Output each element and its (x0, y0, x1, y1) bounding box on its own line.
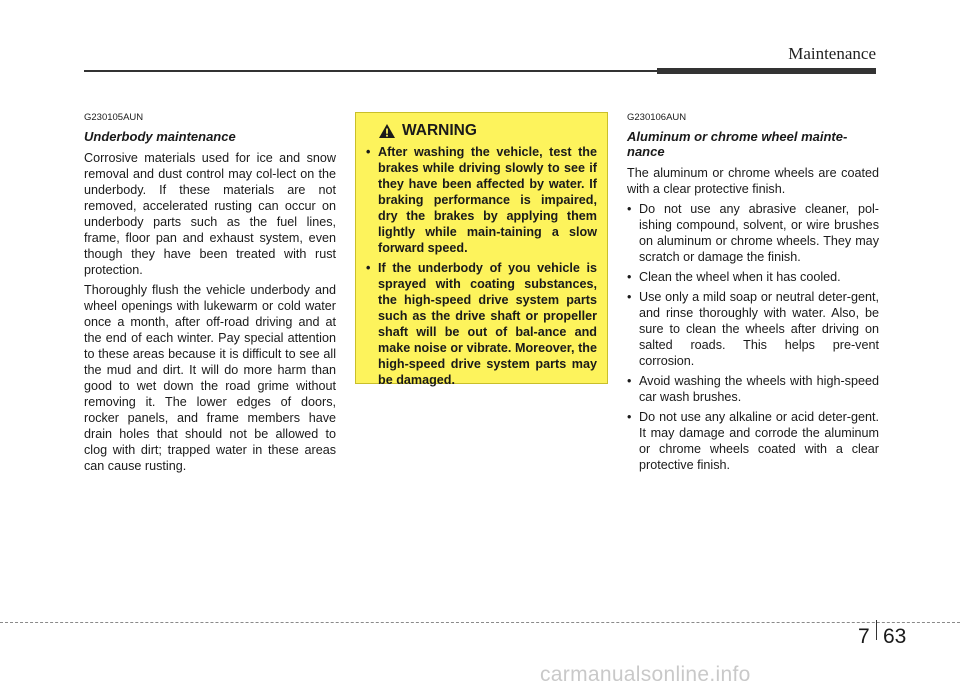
section-code: G230105AUN (84, 112, 144, 123)
page-number: 63 (883, 625, 907, 648)
warning-item: • If the underbody of you vehicle is sprayed with coating substances, the high-speed drive system parts such as the drive shaft or propeller shaft will be out of bal-ance and make noise or vibrate. Moreover, the high-speed drive system parts may be damaged. (366, 261, 597, 387)
section-code: G230106AUN (627, 112, 687, 123)
list-item: • Do not use any abrasive cleaner, pol-ishing compound, solvent, or wire brushes on aluminum or chrome wheels. They may scratch or damage the finish. (627, 202, 879, 264)
header-rule-accent (657, 68, 876, 74)
footer-rule (0, 622, 960, 623)
list-item-text: Do not use any abrasive cleaner, pol-ishing compound, solvent, or wire brushes on aluminum or chrome wheels. They may scratch or damage the finish. (639, 202, 879, 264)
list-item-text: Use only a mild soap or neutral deter-gent, and rinse thoroughly with water. Also, be sure to clean the wheels after driving on salted roads. This helps pre-vent corrosion. (639, 290, 879, 368)
watermark: carmanualsonline.info (540, 663, 751, 686)
warning-item: • After washing the vehicle, test the brakes while driving slowly to see if they have been affected by water. If braking performance is impaired, dry the brakes by applying them lightly while main-taining a slow forward speed. (366, 145, 597, 255)
list-item-text: Avoid washing the wheels with high-speed car wash brushes. (639, 374, 879, 404)
paragraph: Corrosive materials used for ice and snow removal and dust control may col-lect on the underbody. If these materials are not removed, accelerated rusting can occur on underbody parts such as the fuel lines, frame, floor pan and exhaust system, even though they have been treated with rust protection. (84, 151, 336, 277)
wheel-section (627, 112, 879, 477)
paragraph: Thoroughly flush the vehicle underbody and wheel openings with lukewarm or cold water once a month, after off-road driving and at the end of each winter. Pay special attention to these areas because it is difficult to see all the mud and dirt. It will do more harm than good to wet down the road grime without removing it. The lower edges of doors, rocker panels, and frame members have drain holes that should not be allowed to clog with dirt; trapped water in these areas can cause rusting. (84, 283, 336, 473)
list-item-text: Clean the wheel when it has cooled. (639, 270, 841, 284)
list-item: • Do not use any alkaline or acid deter-gent. It may damage and corrode the aluminum or chrome wheels coated with a clear protective finish. (627, 410, 879, 472)
list-item: • Avoid washing the wheels with high-speed car wash brushes. (627, 374, 879, 404)
warning-title: WARNING (402, 122, 477, 139)
warning-box (355, 112, 608, 387)
warning-item-text: If the underbody of you vehicle is sprayed with coating substances, the high-speed drive system parts such as the drive shaft or propeller shaft will be out of bal-ance and make noise or vibrate. Moreover, the high-speed drive system parts may be damaged. (378, 261, 597, 387)
paragraph: The aluminum or chrome wheels are coated with a clear protective finish. (627, 166, 879, 196)
page-header-title: Maintenance (788, 44, 876, 63)
warning-triangle-icon (378, 123, 396, 139)
list-item-text: Do not use any alkaline or acid deter-gent. It may damage and corrode the aluminum or chrome wheels coated with a clear protective finish. (639, 410, 879, 472)
list-item: • Clean the wheel when it has cooled. (627, 270, 841, 284)
list-item: • Use only a mild soap or neutral deter-gent, and rinse thoroughly with water. Also, be sure to clean the wheels after driving on salted roads. This helps pre-vent corrosion. (627, 290, 879, 368)
section-number: 7 (858, 625, 870, 648)
page-number-divider (876, 620, 877, 640)
warning-item-text: After washing the vehicle, test the brakes while driving slowly to see if they have been affected by water. If braking performance is impaired, dry the brakes by applying them lightly while main-taining a slow forward speed. (378, 145, 597, 255)
warning-list (366, 144, 597, 388)
wheel-care-list (627, 201, 879, 473)
section-heading: Underbody maintenance (84, 129, 236, 144)
warning-header (378, 122, 597, 140)
section-heading: Aluminum or chrome wheel mainte-nance (627, 129, 848, 159)
underbody-section (84, 112, 336, 478)
